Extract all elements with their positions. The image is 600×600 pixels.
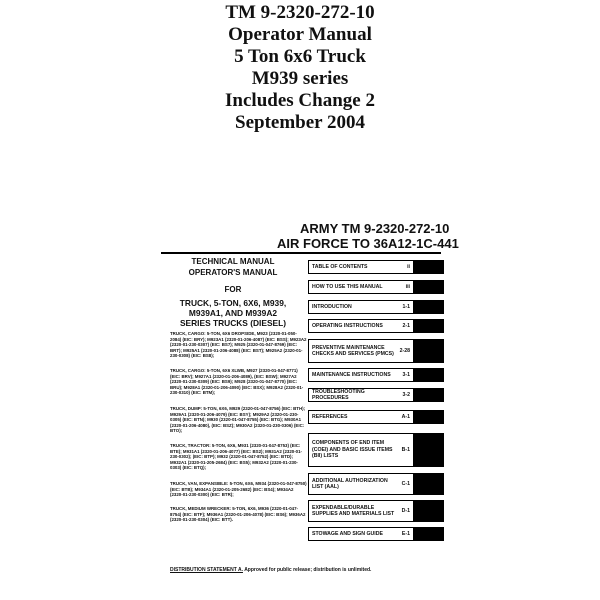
toc-page: A-1: [401, 414, 410, 420]
thumb-tab: [414, 527, 444, 541]
toc-label: COMPONENTS OF END ITEM (COEI) AND BASIC ISSUE ITEMS (BII) LISTS: [312, 440, 393, 460]
toc-label: INTRODUCTION: [312, 303, 352, 310]
toc-item[interactable]: [308, 473, 414, 495]
title-line: Includes Change 2: [225, 90, 375, 111]
toc-item[interactable]: [308, 500, 414, 522]
thumb-tab: [414, 410, 444, 424]
vehicle-description: TRUCK, VAN, EXPANSIBLE: 5-TON, 6X6, M934 (2320-01-047-8750) (EIC: BTB); M934A1 (2320-01-205-2682) (EIC: BS4); M934A2 (2320-01-230-0300) (EIC: BTR);: [170, 481, 307, 498]
toc-item[interactable]: [308, 527, 414, 541]
air-force-designation: AIR FORCE TO 36A12-1C-441: [277, 236, 459, 251]
toc-item[interactable]: [308, 280, 414, 294]
distribution-statement: [170, 567, 440, 573]
toc-page: 3-1: [402, 372, 410, 378]
toc-label: MAINTENANCE INSTRUCTIONS: [312, 371, 391, 378]
toc-label: OPERATING INSTRUCTIONS: [312, 322, 383, 329]
truck-title-line: TRUCK, 5-TON, 6X6, M939,: [179, 298, 287, 308]
toc-page: 3-2: [402, 392, 410, 398]
truck-title-line: SERIES TRUCKS (DIESEL): [179, 318, 287, 328]
toc-item[interactable]: [308, 368, 414, 382]
toc-item[interactable]: [308, 300, 414, 314]
toc-label: REFERENCES: [312, 413, 348, 420]
divider: [161, 252, 441, 254]
toc-label: TABLE OF CONTENTS: [312, 263, 368, 270]
technical-manual-label: TECHNICAL MANUAL: [191, 257, 275, 266]
vehicle-description: TRUCK, MEDIUM WRECKER: 5-TON, 6X6, M936 (2320-01-047-8754) (EIC: BTF); M936A1 (2320-01-206-4078) (EIC: BS6); M936A2 (2320-01-230-0304) (EIC: BTT).: [170, 506, 306, 523]
toc-label: PREVENTIVE MAINTENANCE CHECKS AND SERVICES (PMCS): [312, 344, 394, 357]
designation: [277, 221, 520, 251]
thumb-tab: [414, 300, 444, 314]
manual-header: [168, 256, 298, 295]
truck-title-line: M939A1, AND M939A2: [188, 308, 278, 318]
toc-label: TROUBLESHOOTING PROCEDURES: [312, 388, 365, 401]
thumb-tab: [414, 339, 444, 363]
thumb-tab: [414, 280, 444, 294]
toc-item[interactable]: [308, 260, 414, 274]
toc-label: HOW TO USE THIS MANUAL: [312, 283, 383, 290]
thumb-tab: [414, 368, 444, 382]
toc-item[interactable]: [308, 433, 414, 467]
thumb-tab: [414, 433, 444, 467]
title-line: TM 9-2320-272-10: [225, 2, 375, 23]
toc-page: B-1: [401, 447, 410, 453]
vehicle-description: TRUCK, TRACTOR: 5-TON, 6X6, M931 (2320-01-047-8753) (EIC: BTE); M931A1 (2320-01-206-4077) (EIC: BS2); M931A2 (2320-01-230-0302); (EIC: BTP); M932 (2320-01-047-8752) (EIC: BTD); M932A1 (2320-01-205-2684) (EIC: BS5); M932A2 (2320-01-230-0303) (EIC: BTQ);: [170, 443, 303, 471]
toc-page: iii: [405, 284, 410, 290]
vehicle-description: TRUCK, DUMP: 5-TON, 6X6, M929 (2320-01-047-8756) (EIC: BTH); M929A1 (2320-01-206-4079) (EIC: BSY); M929A2 (2320-01-230-0305) (EIC: BTN); M930 (2320-01-047-8755) (EIC: BTG); M930A1 (2320-01-206-4080), (EIC: BSZ); M930A2 (2320-01-230-0306) (EIC: BTO);: [170, 406, 306, 434]
cover-title: [0, 2, 600, 134]
vehicle-description: TRUCK, CARGO: 5-TON, 6X6 XLWB, M927 (2320-01-047-8771) (EIC: BRV); M927A1 (2320-01-206-4089), (EIC: BSW); M927A2 (2320-01-230-0309) (EIC: BS9); M928 (2320-01-047-8770) (EIC: BRU); M928A1 (2320-01-206-4090) (EIC: BSX); M928A2 (2320-01-230-0310) (EIC: BTM);: [170, 368, 304, 396]
truck-title: [168, 298, 298, 328]
toc-page: E-1: [401, 531, 410, 537]
distribution-label: DISTRIBUTION STATEMENT A.: [170, 567, 243, 573]
thumb-tab: [414, 260, 444, 274]
toc-page: C-1: [401, 481, 410, 487]
distribution-text: Approved for public release; distribution is unlimited.: [244, 567, 372, 573]
title-line: September 2004: [235, 112, 365, 133]
operators-manual-label: OPERATOR'S MANUAL: [188, 268, 278, 277]
toc-item[interactable]: [308, 410, 414, 424]
thumb-tab: [414, 319, 444, 333]
toc-label: EXPENDABLE/DURABLE SUPPLIES AND MATERIALS LIST: [312, 504, 395, 517]
title-line: 5 Ton 6x6 Truck: [234, 46, 366, 67]
toc-label: STOWAGE AND SIGN GUIDE: [312, 530, 383, 537]
toc-item[interactable]: [308, 319, 414, 333]
toc-page: 2-1: [402, 323, 410, 329]
toc-page: 1-1: [402, 304, 410, 310]
toc-page: D-1: [401, 508, 410, 514]
toc-label: ADDITIONAL AUTHORIZATION LIST (AAL): [312, 477, 388, 490]
toc-page: 2-28: [399, 348, 410, 354]
thumb-tab: [414, 473, 444, 495]
vehicle-description: TRUCK, CARGO: 5-TON, 6X6 DROPSIDE, M923 (2320-01-050-2084) (EIC: BRY); M923A1 (2320-01-206-4087) (EIC: BSS); M923A2 (2320-01-230-0307) (EIC: BS7); M925 (2320-01-047-8769) (EIC: BRT); M925A1 (2320-01-206-4088) (EIC: BST); M925A2 (2320-01-230-0308) (EIC: BS8);: [170, 331, 307, 359]
title-line: M939 series: [251, 68, 349, 89]
toc-item[interactable]: [308, 388, 414, 402]
toc-page: ii: [407, 264, 410, 270]
thumb-tab: [414, 500, 444, 522]
title-line: Operator Manual: [228, 24, 372, 45]
army-designation: ARMY TM 9-2320-272-10: [300, 221, 450, 236]
toc-item[interactable]: [308, 339, 414, 363]
thumb-tab: [414, 388, 444, 402]
for-label: FOR: [224, 285, 242, 294]
